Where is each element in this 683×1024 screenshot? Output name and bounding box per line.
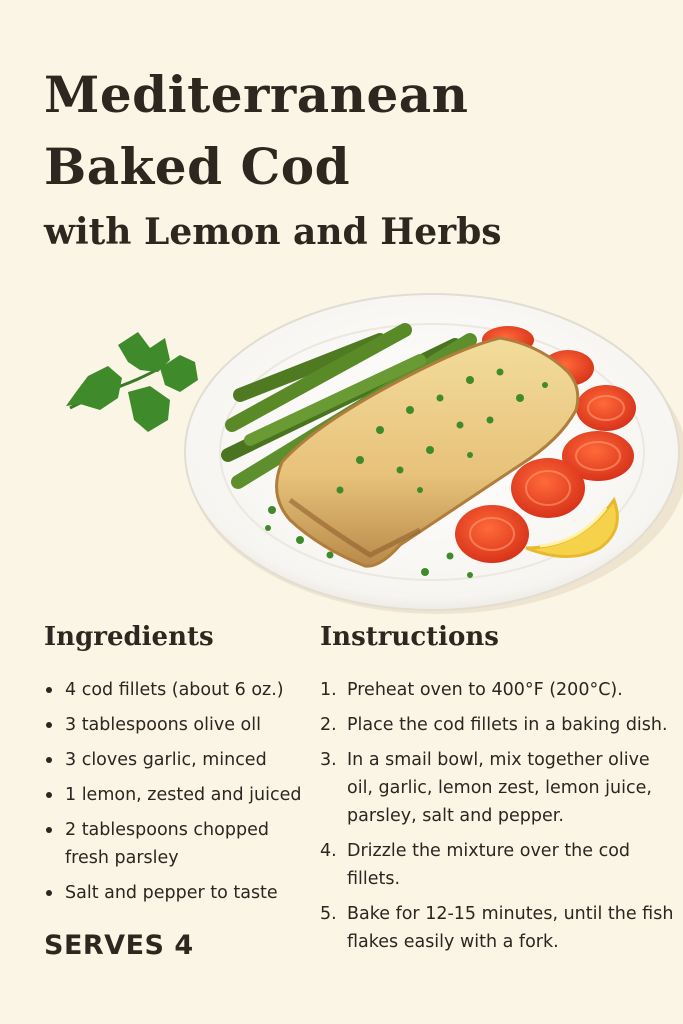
parsley-sprig bbox=[66, 332, 198, 432]
step-text: Preheat oven to 400°F (200°C). bbox=[347, 680, 623, 700]
title-line-2: Baked Cod bbox=[44, 137, 351, 196]
instruction-step bbox=[320, 676, 675, 704]
instruction-step bbox=[320, 711, 675, 739]
step-text: Drizzle the mixture over the cod fillets. bbox=[347, 841, 631, 889]
ingredient-item: 3 cloves garlic, minced bbox=[44, 746, 304, 774]
step-number: 2. bbox=[320, 715, 337, 735]
ingredient-item: 1 lemon, zested and juiced bbox=[44, 781, 304, 809]
instruction-step bbox=[320, 746, 675, 830]
ingredient-item: Salt and pepper to taste bbox=[44, 879, 304, 907]
step-text: In a smail bowl, mix together olive oil, garlic, lemon zest, lemon juice, parsley, salt and pepper. bbox=[347, 750, 652, 826]
instructions-list bbox=[320, 676, 675, 963]
ingredient-item: 3 tablespoons olive oll bbox=[44, 711, 304, 739]
title-subtitle: with Lemon and Herbs bbox=[44, 211, 502, 253]
instruction-step bbox=[320, 837, 675, 893]
ingredients-heading: Ingredients bbox=[44, 622, 214, 652]
step-number: 3. bbox=[320, 750, 337, 770]
step-number: 5. bbox=[320, 904, 337, 924]
dish-illustration bbox=[0, 290, 683, 620]
ingredient-item: 4 cod fillets (about 6 oz.) bbox=[44, 676, 304, 704]
step-number: 1. bbox=[320, 680, 337, 700]
servings-label: SERVES 4 bbox=[44, 930, 194, 961]
step-number: 4. bbox=[320, 841, 337, 861]
recipe-title bbox=[44, 65, 502, 253]
title-line-1: Mediterranean bbox=[44, 65, 469, 124]
step-text: Place the cod fillets in a baking dish. bbox=[347, 715, 668, 735]
ingredients-list bbox=[44, 676, 304, 914]
ingredient-item: 2 tablespoons chopped fresh parsley bbox=[44, 816, 304, 872]
step-text: Bake for 12-15 minutes, until the fish flakes easily with a fork. bbox=[347, 904, 674, 952]
instruction-step bbox=[320, 900, 675, 956]
instructions-heading: Instructions bbox=[320, 622, 499, 652]
